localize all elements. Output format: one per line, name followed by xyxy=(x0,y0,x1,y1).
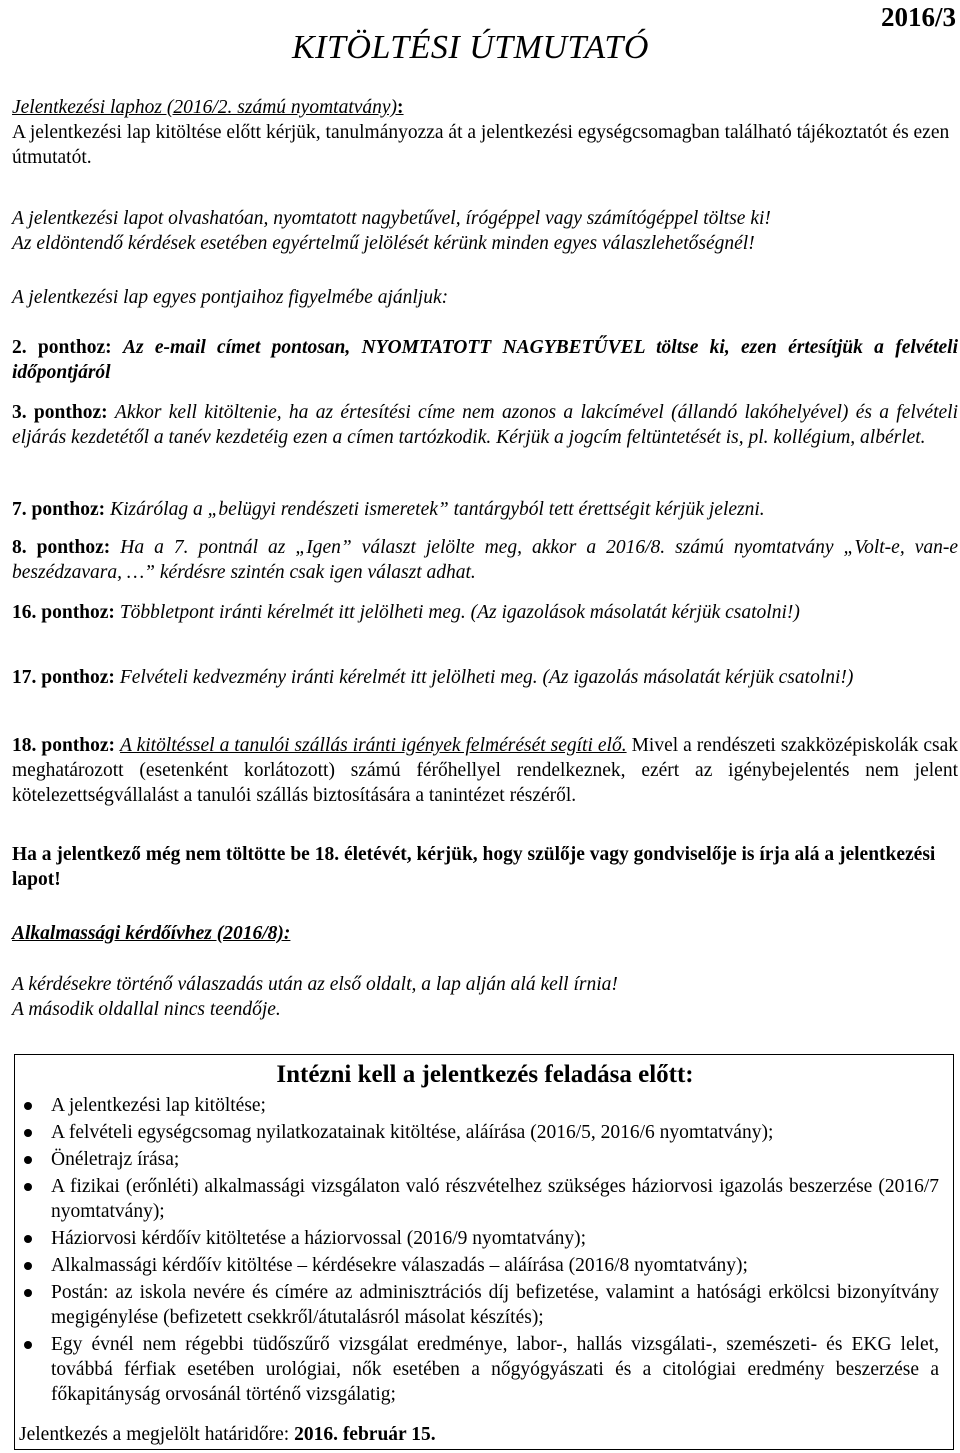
form-code: 2016/3 xyxy=(880,2,956,32)
list-item xyxy=(15,1332,939,1407)
section-heading-colon: : xyxy=(397,97,404,118)
bullet-icon xyxy=(24,1156,32,1164)
point-text: Többletpont iránti kérelmét itt jelölheti meg. (Az igazolások másolatát kérjük csatolni!) xyxy=(119,602,800,623)
bullet-icon xyxy=(24,1129,32,1137)
point-18 xyxy=(12,733,958,808)
point-3 xyxy=(12,400,958,450)
guardian-signature-note: Ha a jelentkező még nem töltötte be 18. életévét, kérjük, hogy szülője vagy gondviselője is írja alá a jelentkezési lapot! xyxy=(12,844,936,890)
bullet-icon xyxy=(24,1183,32,1191)
point-label: 16. ponthoz: xyxy=(12,602,115,623)
point-label: 18. ponthoz: xyxy=(12,735,116,756)
list-item-text: Alkalmassági kérdőív kitöltése – kérdésekre válaszadás – aláírása (2016/8 nyomtatvány); xyxy=(51,1255,748,1276)
questionnaire-instruction-sign: A kérdésekre történő válaszadás után az első oldalt, a lap alján alá kell írnia! xyxy=(12,974,618,995)
point-text-underlined: A kitöltéssel a tanulói szállás iránti igények felmérését segíti elő. xyxy=(120,735,627,756)
list-item-text: A fizikai (erőnléti) alkalmassági vizsgálaton való részvételhez szükséges háziorvosi igazolás beszerzése (2016/7 nyomtatvány); xyxy=(51,1176,939,1222)
questionnaire-instruction-second-page: A második oldallal nincs teendője. xyxy=(12,999,281,1020)
point-16 xyxy=(12,600,958,625)
list-item xyxy=(15,1120,939,1145)
section-heading-suitability-questionnaire: Alkalmassági kérdőívhez (2016/8): xyxy=(12,923,291,944)
bullet-icon xyxy=(24,1341,32,1349)
point-text: Mivel a rendészeti szakközépiskolák csak meghatározott (esetenként korlátozott) számú férőhellyel rendelkeznek, ezért az igénybejelentés nem jelent kötelezettségvállalást a tanulói szállás biztosítására a tanintézet részéről. xyxy=(12,735,959,806)
deadline-date: 2016. február 15. xyxy=(289,1424,436,1445)
bullet-icon xyxy=(24,1235,32,1243)
page-title: KITÖLTÉSI ÚTMUTATÓ xyxy=(292,29,649,66)
instruction-legibility: A jelentkezési lapot olvashatóan, nyomtatott nagybetűvel, írógéppel vagy számítógéppel töltse ki! xyxy=(12,208,771,229)
list-item-text: A felvételi egységcsomag nyilatkozatainak kitöltése, aláírása (2016/5, 2016/6 nyomtatvány); xyxy=(51,1122,774,1143)
application-deadline xyxy=(19,1422,436,1447)
todo-box xyxy=(14,1054,954,1450)
list-item xyxy=(15,1147,939,1172)
section-heading-text: Jelentkezési laphoz (2016/2. számú nyomtatvány) xyxy=(12,97,398,118)
list-item xyxy=(15,1280,939,1330)
point-text: Felvételi kedvezmény iránti kérelmét itt jelölheti meg. (Az igazolás másolatát kérjük csatolni!) xyxy=(119,667,854,688)
points-intro: A jelentkezési lap egyes pontjaihoz figyelmébe ajánljuk: xyxy=(12,287,449,308)
list-item xyxy=(15,1226,939,1251)
point-17 xyxy=(12,665,958,690)
list-item-text: A jelentkezési lap kitöltése; xyxy=(51,1095,266,1116)
point-text: Kizárólag a „belügyi rendészeti ismeretek” tantárgyból tett érettségit kérjük jelezni. xyxy=(110,499,765,520)
point-label: 3. ponthoz: xyxy=(12,402,108,423)
point-text: Ha a 7. pontnál az „Igen” választ jelölte meg, akkor a 2016/8. számú nyomtatvány „Volt-e, van-e beszédzavara, …” kérdésre szintén csak igen választ adhat. xyxy=(12,537,958,583)
bullet-icon xyxy=(24,1289,32,1297)
instruction-block xyxy=(12,206,958,256)
point-8 xyxy=(12,535,958,585)
questionnaire-instructions xyxy=(12,972,958,1022)
intro-paragraph: A jelentkezési lap kitöltése előtt kérjük, tanulmányozza át a jelentkezési egységcsomagban található tájékoztatót és ezen útmutatót. xyxy=(12,122,950,168)
todo-box-title: Intézni kell a jelentkezés feladása előtt: xyxy=(276,1061,694,1088)
bullet-icon xyxy=(24,1102,32,1110)
section-heading-application-form xyxy=(12,95,404,120)
point-2 xyxy=(12,335,958,385)
point-text: Az e-mail címet pontosan, NYOMTATOTT NAGYBETŰVEL töltse ki, ezen értesítjük a felvételi időpontjáról xyxy=(12,337,958,383)
point-label: 2. ponthoz: xyxy=(12,337,112,358)
list-item-text: Postán: az iskola nevére és címére az adminisztrációs díj befizetése, valamint a hatósági erkölcsi bizonyítvány megigénylése (befizetett csekkről/átutalásról másolat készítés); xyxy=(51,1282,939,1328)
instruction-yes-no: Az eldöntendő kérdések esetében egyértelmű jelölését kérünk minden egyes válaszlehetőségnél! xyxy=(12,233,755,254)
bullet-icon xyxy=(24,1262,32,1270)
point-7 xyxy=(12,497,958,522)
point-label: 17. ponthoz: xyxy=(12,667,115,688)
list-item-text: Háziorvosi kérdőív kitöltetése a háziorvossal (2016/9 nyomtatvány); xyxy=(51,1228,587,1249)
todo-list xyxy=(15,1093,939,1409)
list-item xyxy=(15,1253,939,1278)
point-label: 7. ponthoz: xyxy=(12,499,106,520)
deadline-label: Jelentkezés a megjelölt határidőre: xyxy=(19,1424,290,1445)
list-item-text: Egy évnél nem régebbi tüdőszűrő vizsgálat eredménye, labor-, hallás vizsgálati-, szemészeti- és EKG lelet, továbbá férfiak esetében urológiai, nők esetében a nőgyógyászati és a citológiai eredmény beszerzése a főkapitányság orvosánál történő vizsgálatig; xyxy=(51,1334,939,1405)
list-item xyxy=(15,1174,939,1224)
point-text: Akkor kell kitöltenie, ha az értesítési címe nem azonos a lakcímével (állandó lakóhelyével) és a felvételi eljárás kezdetétől a tanév kezdetéig ezen a címen tartózkodik. Kérjük a jogcím feltüntetését is, pl. kollégium, albérlet. xyxy=(12,402,959,448)
list-item xyxy=(15,1093,939,1118)
list-item-text: Önéletrajz írása; xyxy=(51,1149,180,1170)
point-label: 8. ponthoz: xyxy=(12,537,111,558)
